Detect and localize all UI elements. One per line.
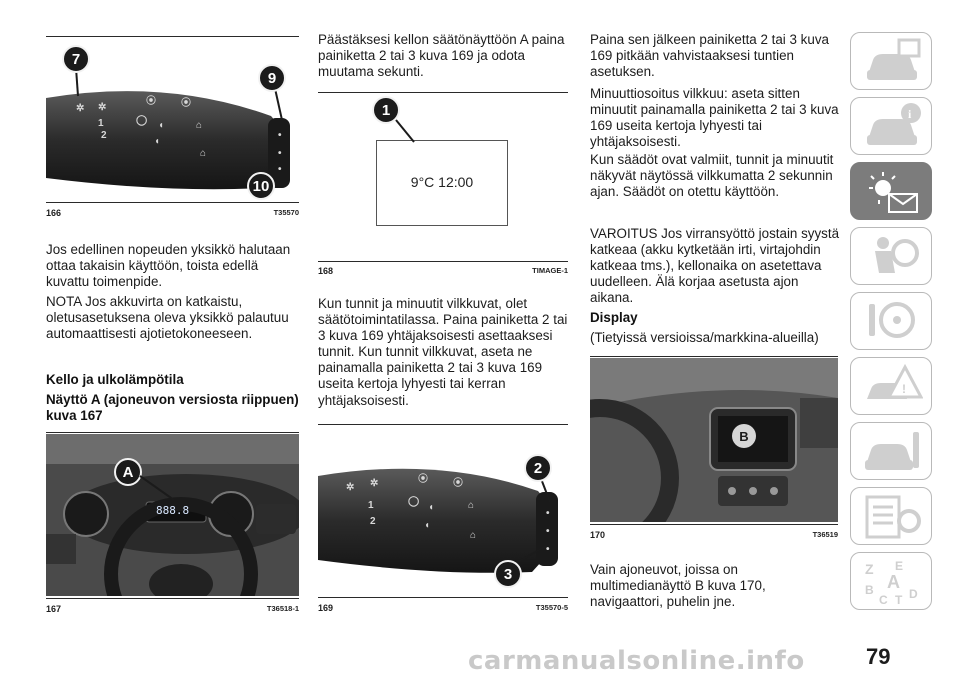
airbag-icon bbox=[861, 233, 923, 281]
fig169-bottom-rule bbox=[318, 597, 568, 598]
tab-lights-message[interactable] bbox=[850, 162, 932, 220]
col1-paragraph-2: NOTA Jos akkuvirta on katkaistu, oletusasetuksena oleva yksikkö palautuu automaattisesti ajotietokoneeseen. bbox=[46, 294, 289, 342]
col3-paragraph-5: (Tietyissä versioissa/markkina-alueilla) bbox=[590, 330, 819, 345]
svg-text:T: T bbox=[895, 593, 903, 606]
svg-text:◯: ◯ bbox=[136, 115, 148, 126]
tab-car-info[interactable] bbox=[850, 32, 932, 90]
tab-index[interactable] bbox=[850, 552, 932, 610]
col3-heading-display: Display bbox=[590, 310, 638, 325]
fig-code: T36518-1 bbox=[266, 604, 299, 613]
svg-text:E: E bbox=[895, 559, 904, 573]
svg-text:⌂: ⌂ bbox=[200, 148, 207, 159]
fig169-top-rule bbox=[318, 424, 568, 425]
svg-text:•: • bbox=[546, 544, 550, 555]
svg-text:⌂: ⌂ bbox=[196, 120, 203, 131]
col3-paragraph-2: Minuuttiosoitus vilkkuu: aseta sitten minuutit painamalla painiketta 2 tai 3 kuva 169 useita kertoja lyhyesti tai yhtäjaksoisesti. bbox=[590, 86, 839, 150]
svg-text:◖: ◖ bbox=[428, 502, 435, 513]
stalk-illustration-2 bbox=[318, 426, 568, 596]
svg-text:C: C bbox=[879, 593, 888, 606]
figure-168-clock-display bbox=[318, 94, 568, 260]
fig-code: T35570 bbox=[273, 208, 299, 217]
fig-number: 168 bbox=[318, 266, 334, 276]
lights-message-icon bbox=[861, 168, 923, 216]
svg-text:•: • bbox=[278, 148, 282, 159]
svg-text:⦿: ⦿ bbox=[453, 478, 463, 489]
svg-text:•: • bbox=[278, 130, 282, 141]
fig-code: T35570-5 bbox=[535, 603, 568, 612]
svg-text:•: • bbox=[546, 508, 550, 519]
callout-10: 10 bbox=[247, 172, 275, 200]
figure-167-dashboard-photo bbox=[46, 434, 299, 596]
fig-code: TIMAGE-1 bbox=[532, 266, 568, 275]
fig166-caption bbox=[46, 208, 299, 218]
multimedia-illustration bbox=[590, 358, 838, 522]
callout-b: B bbox=[732, 424, 756, 448]
figure-166-stalk-photo bbox=[46, 38, 299, 200]
steering-tools-icon bbox=[861, 298, 923, 346]
svg-text:1: 1 bbox=[368, 500, 374, 511]
col3-paragraph-6: Vain ajoneuvot, joissa on multimedianäyttö B kuva 170, navigaattori, puhelin jne. bbox=[590, 562, 766, 610]
svg-text:!: ! bbox=[902, 382, 906, 396]
col3-paragraph-1: Paina sen jälkeen painiketta 2 tai 3 kuva 169 pitkään vahvistaaksesi tuntien asetuksen. bbox=[590, 32, 829, 80]
callout-1: 1 bbox=[372, 96, 400, 124]
tab-car-info-i[interactable] bbox=[850, 97, 932, 155]
col2-paragraph-2: Kun tunnit ja minuutit vilkkuvat, olet säätötoimintatilassa. Paina painiketta 2 tai 3 kuva 169 yhtäjaksoisesti asettaaksesi tunnit. Kun tunnit vilkkuvat, aseta ne painamalla painiketta 2 tai 3 kuva 169 useita kertoja lyhyesti tai kerran yhtäjaksoisesti. bbox=[318, 296, 568, 408]
fig168-top-rule bbox=[318, 92, 568, 93]
svg-text:•: • bbox=[278, 164, 282, 175]
callout-1-leader bbox=[318, 94, 568, 260]
svg-text:A: A bbox=[887, 572, 900, 592]
car-info-i-icon bbox=[861, 103, 923, 151]
fig170-bottom-rule bbox=[590, 524, 838, 525]
callout-7: 7 bbox=[62, 45, 90, 73]
car-info-icon bbox=[861, 38, 923, 86]
svg-text:⦿: ⦿ bbox=[418, 474, 428, 485]
watermark: carmanualsonline.info bbox=[468, 646, 805, 676]
specs-icon bbox=[861, 493, 923, 541]
svg-text:✲: ✲ bbox=[346, 482, 355, 493]
col1-heading-1: Kello ja ulkolämpötila bbox=[46, 372, 184, 387]
fig168-bottom-rule bbox=[318, 261, 568, 262]
callout-2: 2 bbox=[524, 454, 552, 482]
fig-code: T36519 bbox=[812, 530, 838, 539]
fig166-bottom-rule bbox=[46, 202, 299, 203]
fig167-top-rule bbox=[46, 432, 299, 433]
col3-paragraph-3: Kun säädöt ovat valmiit, tunnit ja minuutit näkyvät näytössä vilkkumatta 2 sekunnin ajan. Säädöt on otettu käyttöön. bbox=[590, 152, 834, 200]
col1-heading-2: Näyttö A (ajoneuvon versiosta riippuen) kuva 167 bbox=[46, 392, 299, 424]
fig170-top-rule bbox=[590, 356, 838, 357]
svg-text:i: i bbox=[908, 107, 912, 121]
top-rule-col1 bbox=[46, 36, 299, 37]
fig170-caption bbox=[590, 530, 838, 540]
car-repair-icon bbox=[861, 428, 923, 476]
fig-number: 170 bbox=[590, 530, 606, 540]
tab-airbag[interactable] bbox=[850, 227, 932, 285]
tab-specs[interactable] bbox=[850, 487, 932, 545]
svg-text:◖: ◖ bbox=[154, 136, 161, 147]
svg-text:✲: ✲ bbox=[98, 102, 107, 113]
svg-text:2: 2 bbox=[370, 516, 376, 527]
svg-text:◖: ◖ bbox=[424, 520, 431, 531]
figure-169-stalk-photo bbox=[318, 426, 568, 596]
fig-number: 169 bbox=[318, 603, 334, 613]
tab-steering-tools[interactable] bbox=[850, 292, 932, 350]
col1-paragraph-1: Jos edellinen nopeuden yksikkö halutaan ottaa takaisin käyttöön, toista edellä kuvattu toimenpide. bbox=[46, 242, 291, 290]
index-icon bbox=[861, 558, 923, 606]
svg-text:◖: ◖ bbox=[158, 120, 165, 131]
fig-number: 167 bbox=[46, 604, 62, 614]
svg-text:⦿: ⦿ bbox=[146, 96, 156, 107]
svg-text:◯: ◯ bbox=[408, 496, 420, 507]
svg-text:⌂: ⌂ bbox=[468, 500, 475, 511]
tab-car-warning[interactable] bbox=[850, 357, 932, 415]
figure-170-multimedia-photo bbox=[590, 358, 838, 522]
svg-text:✲: ✲ bbox=[370, 478, 379, 489]
svg-text:⌂: ⌂ bbox=[470, 530, 477, 541]
fig167-bottom-rule bbox=[46, 598, 299, 599]
svg-text:2: 2 bbox=[101, 130, 107, 141]
fig167-caption bbox=[46, 604, 299, 614]
cluster-display-readout: 888.8 bbox=[156, 504, 190, 517]
clock-display-text: 9°C 12:00 bbox=[410, 174, 474, 190]
svg-text:✲: ✲ bbox=[76, 103, 85, 114]
svg-text:D: D bbox=[909, 587, 918, 601]
callout-3: 3 bbox=[494, 560, 522, 588]
svg-text:B: B bbox=[865, 583, 874, 597]
fig169-caption bbox=[318, 603, 568, 613]
svg-text:⦿: ⦿ bbox=[181, 98, 191, 109]
svg-text:Z: Z bbox=[865, 561, 874, 577]
tab-car-repair[interactable] bbox=[850, 422, 932, 480]
car-warning-icon bbox=[861, 363, 923, 411]
col2-paragraph-1: Päästäksesi kellon säätönäyttöön A paina painiketta 2 tai 3 kuva 169 ja odota muutama sekunti. bbox=[318, 32, 565, 80]
svg-text:1: 1 bbox=[98, 118, 104, 129]
fig168-caption bbox=[318, 266, 568, 276]
col3-paragraph-4: VAROITUS Jos virransyöttö jostain syystä katkeaa (akku kytketään irti, virtajohdin katkeaa tms.), kellonaika on asetettava uudelleen. Älä korjaa asetusta ajon aikana. bbox=[590, 226, 840, 306]
callout-a-leader bbox=[46, 434, 299, 596]
callout-9: 9 bbox=[258, 64, 286, 92]
svg-text:•: • bbox=[546, 526, 550, 537]
callout-a: A bbox=[114, 458, 142, 486]
fig-number: 166 bbox=[46, 208, 62, 218]
page-number: 79 bbox=[866, 644, 891, 669]
